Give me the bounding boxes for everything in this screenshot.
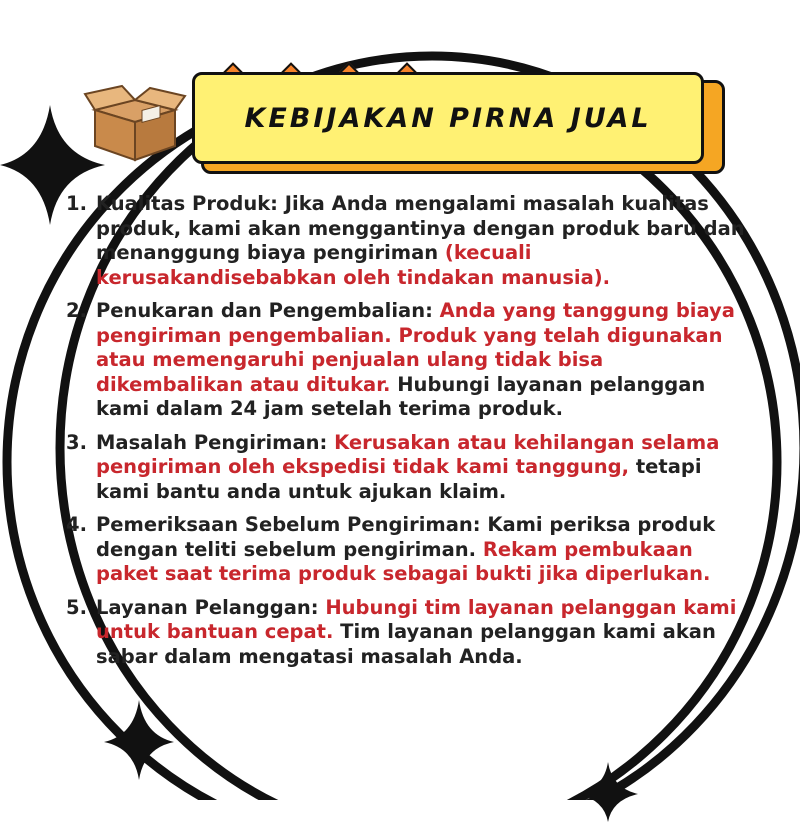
policy-number: 2.: [66, 299, 87, 322]
policy-item: [66, 192, 746, 290]
policy-item: [66, 513, 746, 587]
policy-number: 4.: [66, 513, 87, 536]
policy-highlight: Kerusakan atau kehilangan selama pengiriman oleh ekspedisi tidak kami tanggung,: [96, 430, 720, 478]
policy-highlight: (kecuali kerusakandisebabkan oleh tindakan manusia).: [96, 241, 611, 289]
policy-text: Pemeriksaan Sebelum Pengiriman: Kami periksa produk dengan teliti sebelum pengiriman.: [96, 513, 716, 561]
policy-text: Masalah Pengiriman:: [96, 430, 335, 454]
policy-number: 5.: [66, 595, 87, 619]
star-icon-bottom-left: [104, 700, 174, 780]
policy-highlight: Rekam pembukaan paket saat terima produk sebagai bukti jika diperlukan.: [96, 537, 711, 585]
cardboard-box-icon: [80, 82, 190, 162]
policy-number: 3.: [66, 430, 87, 454]
policy-number: 1.: [66, 192, 87, 215]
policy-text: Penukaran dan Pengembalian:: [96, 299, 440, 322]
policy-text: Tim layanan pelanggan kami akan sabar dalam mengatasi masalah Anda.: [96, 620, 716, 668]
policy-text: Hubungi layanan pelanggan kami dalam 24 jam setelah terima produk.: [96, 372, 706, 420]
policy-list: [66, 192, 746, 678]
title-banner: [192, 72, 704, 164]
policy-item: [66, 596, 746, 670]
page-title: KEBIJAKAN PIRNA JUAL: [244, 102, 652, 134]
policy-text: Kualitas Produk: Jika Anda mengalami masalah kualitas produk, kami akan menggantinya dengan produk baru dan menanggung biaya pengiriman: [96, 192, 745, 264]
star-icon-bottom-right: [578, 762, 638, 822]
policy-item: [66, 431, 746, 505]
policy-text: Layanan Pelanggan:: [96, 595, 326, 619]
policy-item: [66, 299, 746, 422]
policy-highlight: Anda yang tanggung biaya pengiriman pengembalian. Produk yang telah digunakan atau memengaruhi penjualan ulang tidak bisa dikembalikan atau ditukar.: [96, 299, 735, 396]
policy-highlight: Hubungi tim layanan pelanggan kami untuk bantuan cepat.: [96, 595, 737, 643]
policy-text: tetapi kami bantu anda untuk ajukan klaim.: [96, 455, 702, 503]
